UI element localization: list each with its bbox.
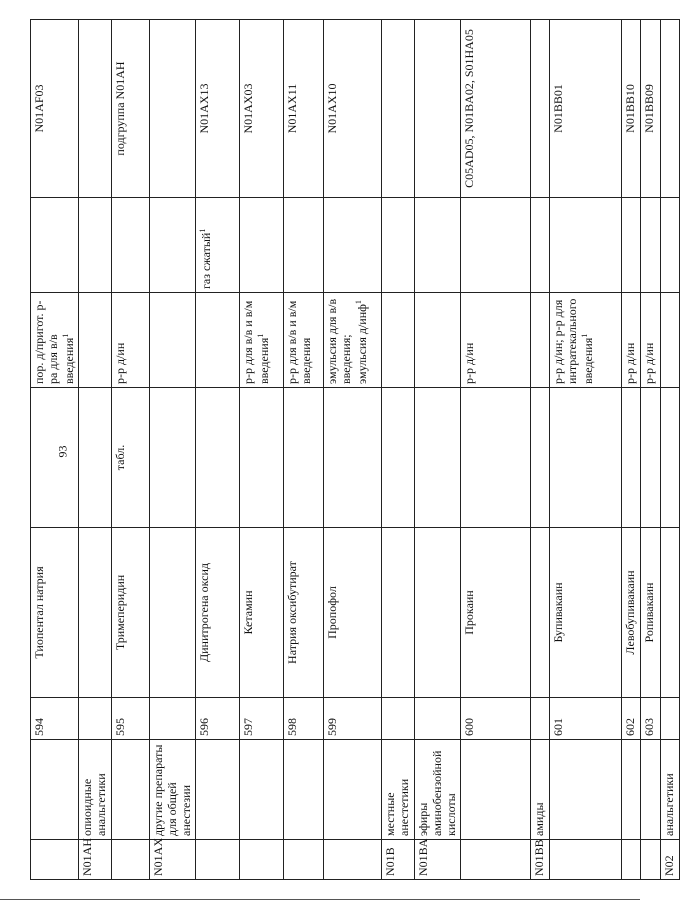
item-number-cell-text: 601 [551, 718, 566, 736]
form-solution-cell-text: р-р д/ин [623, 342, 638, 384]
footnote-marker: 1 [579, 333, 589, 338]
item-number-cell [149, 698, 195, 740]
analog-code-cell [196, 20, 240, 198]
atc-code-cell [622, 840, 641, 880]
item-number-cell [324, 698, 382, 740]
group-name-cell [531, 740, 550, 840]
atc-code-cell-text: N01BA [415, 838, 430, 876]
analog-code-cell-text: N01BB09 [641, 84, 656, 133]
form-solution-cell-text: р-р д/ин [641, 342, 656, 384]
group-name-cell-text: местные анестетики [383, 778, 412, 836]
form-solution-cell-text: р-р д/ин [462, 342, 477, 384]
drug-name-cell-text: Левобупивакаин [623, 570, 638, 655]
atc-code-cell-text: N01BB [532, 839, 547, 876]
form-tablet-cell [382, 388, 415, 528]
form-other-cell-text: газ сжатый [199, 232, 214, 289]
form-solution-cell [149, 293, 195, 388]
analog-code-cell [149, 20, 195, 198]
item-number-cell [531, 698, 550, 740]
bottom-rule [0, 899, 640, 900]
analog-code-cell [550, 20, 622, 198]
item-number-cell-text: 603 [641, 718, 656, 736]
drug-name-cell-text: Бупивакаин [551, 582, 566, 643]
table-row [622, 20, 641, 880]
form-solution-cell [284, 293, 324, 388]
item-number-cell [382, 698, 415, 740]
table-row [284, 20, 324, 880]
drug-name-cell-text: Натрия оксибутират [285, 561, 300, 664]
drug-name-cell [111, 528, 149, 698]
form-other-cell [240, 198, 284, 293]
group-name-cell [324, 740, 382, 840]
analog-code-cell [640, 20, 660, 198]
atc-code-cell [414, 840, 460, 880]
analog-code-cell [622, 20, 641, 198]
atc-code-cell [79, 840, 112, 880]
form-tablet-cell [31, 388, 79, 528]
form-other-cell [149, 198, 195, 293]
atc-code-cell [31, 840, 79, 880]
form-solution-cell [622, 293, 641, 388]
form-solution-cell [531, 293, 550, 388]
drug-name-cell [382, 528, 415, 698]
form-solution-cell [324, 293, 382, 388]
drug-name-cell-text: Ропивакаин [641, 582, 656, 643]
form-tablet-cell [196, 388, 240, 528]
form-solution-cell [240, 293, 284, 388]
item-number-cell [31, 698, 79, 740]
drug-name-cell [414, 528, 460, 698]
analog-code-cell-text: N01AX13 [197, 83, 212, 134]
table-row [324, 20, 382, 880]
group-name-cell-text: амиды [532, 802, 547, 836]
group-name-cell-text: эфиры аминобензойной кислоты [415, 750, 458, 836]
table-row [531, 20, 550, 880]
form-solution-cell [550, 293, 622, 388]
analog-code-cell-text: N01BB01 [551, 84, 566, 133]
form-solution-cell [111, 293, 149, 388]
drug-name-cell [284, 528, 324, 698]
rotated-table-wrapper [30, 20, 676, 880]
item-number-cell-text: 598 [285, 718, 300, 736]
drug-name-cell [324, 528, 382, 698]
analog-code-cell [531, 20, 550, 198]
form-solution-cell [79, 293, 112, 388]
drug-name-cell [640, 528, 660, 698]
atc-code-cell [550, 840, 622, 880]
form-solution-cell [31, 293, 79, 388]
item-number-cell [550, 698, 622, 740]
atc-code-cell [382, 840, 415, 880]
atc-code-cell-text: N01AH [80, 838, 95, 876]
group-name-cell [550, 740, 622, 840]
item-number-cell [640, 698, 660, 740]
drug-table [30, 19, 680, 880]
item-number-cell [196, 698, 240, 740]
form-solution-cell [382, 293, 415, 388]
atc-code-cell [531, 840, 550, 880]
footnote-marker: 1 [256, 333, 266, 338]
analog-code-cell [240, 20, 284, 198]
form-other-cell [531, 198, 550, 293]
atc-code-cell [461, 840, 531, 880]
item-number-cell [284, 698, 324, 740]
form-other-cell [660, 198, 679, 293]
atc-code-cell [240, 840, 284, 880]
group-name-cell [640, 740, 660, 840]
form-solution-cell-text: эмульсия для в/в введения; эмульсия д/инф [325, 298, 369, 384]
analog-code-cell-text: N01AF03 [32, 84, 46, 133]
item-number-cell-text: 599 [325, 718, 340, 736]
table-row [111, 20, 149, 880]
form-tablet-cell [660, 388, 679, 528]
form-other-cell [622, 198, 641, 293]
form-other-cell [31, 198, 79, 293]
drug-name-cell [149, 528, 195, 698]
item-number-cell-text: 596 [197, 718, 212, 736]
group-name-cell [382, 740, 415, 840]
table-row [196, 20, 240, 880]
atc-code-cell [640, 840, 660, 880]
page-number: 93 [55, 445, 70, 458]
analog-code-cell-text: N01BB10 [623, 84, 638, 133]
atc-code-cell-text: N01AX [150, 838, 165, 876]
analog-code-cell [461, 20, 531, 198]
analog-code-cell [284, 20, 324, 198]
drug-name-cell [196, 528, 240, 698]
drug-name-cell [660, 528, 679, 698]
form-tablet-cell [461, 388, 531, 528]
form-tablet-cell [622, 388, 641, 528]
table-row [149, 20, 195, 880]
group-name-cell [111, 740, 149, 840]
form-other-cell [640, 198, 660, 293]
footnote-marker: 1 [60, 333, 70, 338]
form-other-cell [324, 198, 382, 293]
analog-code-cell [324, 20, 382, 198]
drug-name-cell [240, 528, 284, 698]
drug-name-cell [550, 528, 622, 698]
item-number-cell-text: 600 [462, 718, 477, 736]
form-solution-cell [461, 293, 531, 388]
footnote-marker: 1 [198, 228, 208, 233]
atc-code-cell [284, 840, 324, 880]
form-other-cell [79, 198, 112, 293]
form-solution-cell-text: р-р д/ин [112, 342, 127, 384]
item-number-cell [622, 698, 641, 740]
table-row [414, 20, 460, 880]
form-solution-cell-text: р-р для в/в и в/м введения [241, 300, 272, 384]
item-number-cell [660, 698, 679, 740]
analog-code-cell [382, 20, 415, 198]
group-name-cell [240, 740, 284, 840]
table-row [79, 20, 112, 880]
group-name-cell-text: анальгетики [661, 773, 676, 836]
drug-table-body [31, 20, 680, 880]
item-number-cell-text: 594 [32, 718, 46, 736]
analog-code-cell [79, 20, 112, 198]
item-number-cell-text: 595 [112, 718, 127, 736]
analog-code-cell-text: N01AX11 [285, 83, 300, 134]
form-tablet-cell [240, 388, 284, 528]
atc-code-cell [149, 840, 195, 880]
drug-name-cell [461, 528, 531, 698]
form-other-cell [414, 198, 460, 293]
form-solution-cell [660, 293, 679, 388]
group-name-cell-text: другие препараты для общей анестезии [150, 744, 193, 836]
form-tablet-cell-text: табл. [112, 444, 127, 471]
atc-code-cell [660, 840, 679, 880]
group-name-cell [79, 740, 112, 840]
table-row [660, 20, 679, 880]
group-name-cell [461, 740, 531, 840]
item-number-cell [414, 698, 460, 740]
table-row [240, 20, 284, 880]
item-number-cell [79, 698, 112, 740]
group-name-cell [660, 740, 679, 840]
form-tablet-cell [111, 388, 149, 528]
analog-code-cell-text: C05AD05, N01BA02, S01HA05 [462, 29, 477, 188]
form-solution-cell [414, 293, 460, 388]
item-number-cell [461, 698, 531, 740]
form-tablet-cell [149, 388, 195, 528]
form-other-cell [196, 198, 240, 293]
form-tablet-cell [284, 388, 324, 528]
form-solution-cell [196, 293, 240, 388]
form-other-cell [550, 198, 622, 293]
group-name-cell [284, 740, 324, 840]
analog-code-cell-text: подгруппа N01AH [112, 61, 127, 156]
atc-code-cell [196, 840, 240, 880]
group-name-cell [31, 740, 79, 840]
form-tablet-cell [414, 388, 460, 528]
table-row [640, 20, 660, 880]
analog-code-cell [31, 20, 79, 198]
drug-name-cell-text: Прокаин [462, 590, 477, 635]
drug-name-cell [79, 528, 112, 698]
group-name-cell [414, 740, 460, 840]
table-row [550, 20, 622, 880]
form-solution-cell [640, 293, 660, 388]
analog-code-cell-text: N01AX10 [325, 83, 340, 134]
form-other-cell [461, 198, 531, 293]
analog-code-cell [414, 20, 460, 198]
drug-name-cell-text: Кетамин [241, 590, 256, 635]
form-tablet-cell [324, 388, 382, 528]
form-other-cell [382, 198, 415, 293]
atc-code-cell [324, 840, 382, 880]
drug-name-cell-text: Пропофол [325, 586, 340, 639]
drug-name-cell-text: Тиопентал натрия [32, 566, 46, 659]
drug-name-cell [31, 528, 79, 698]
footnote-marker: 1 [353, 300, 363, 305]
group-name-cell [622, 740, 641, 840]
form-tablet-cell [640, 388, 660, 528]
analog-code-cell [111, 20, 149, 198]
group-name-cell [196, 740, 240, 840]
form-solution-cell-text: пор. д/пригот. р-ра для в/в введения [32, 300, 76, 384]
form-solution-cell-text: р-р д/ин; р-р для интратекального введения [551, 298, 595, 384]
item-number-cell [240, 698, 284, 740]
group-name-cell [149, 740, 195, 840]
drug-name-cell-text: Динитрогена оксид [197, 562, 212, 663]
form-other-cell [284, 198, 324, 293]
form-tablet-cell [550, 388, 622, 528]
group-name-cell-text: опиоидные анальгетики [80, 773, 109, 836]
form-tablet-cell [79, 388, 112, 528]
drug-name-cell [531, 528, 550, 698]
drug-name-cell [622, 528, 641, 698]
drug-name-cell-text: Тримеперидин [112, 574, 127, 651]
item-number-cell-text: 602 [623, 718, 638, 736]
atc-code-cell-text: N02 [661, 855, 676, 876]
table-row [31, 20, 79, 880]
atc-code-cell [111, 840, 149, 880]
form-solution-cell-text: р-р для в/в и в/м введения [285, 300, 314, 384]
analog-code-cell [660, 20, 679, 198]
analog-code-cell-text: N01AX03 [241, 83, 256, 134]
table-row [382, 20, 415, 880]
table-row [461, 20, 531, 880]
form-other-cell [111, 198, 149, 293]
item-number-cell-text: 597 [241, 718, 256, 736]
form-tablet-cell [531, 388, 550, 528]
item-number-cell [111, 698, 149, 740]
atc-code-cell-text: N01B [383, 847, 398, 876]
